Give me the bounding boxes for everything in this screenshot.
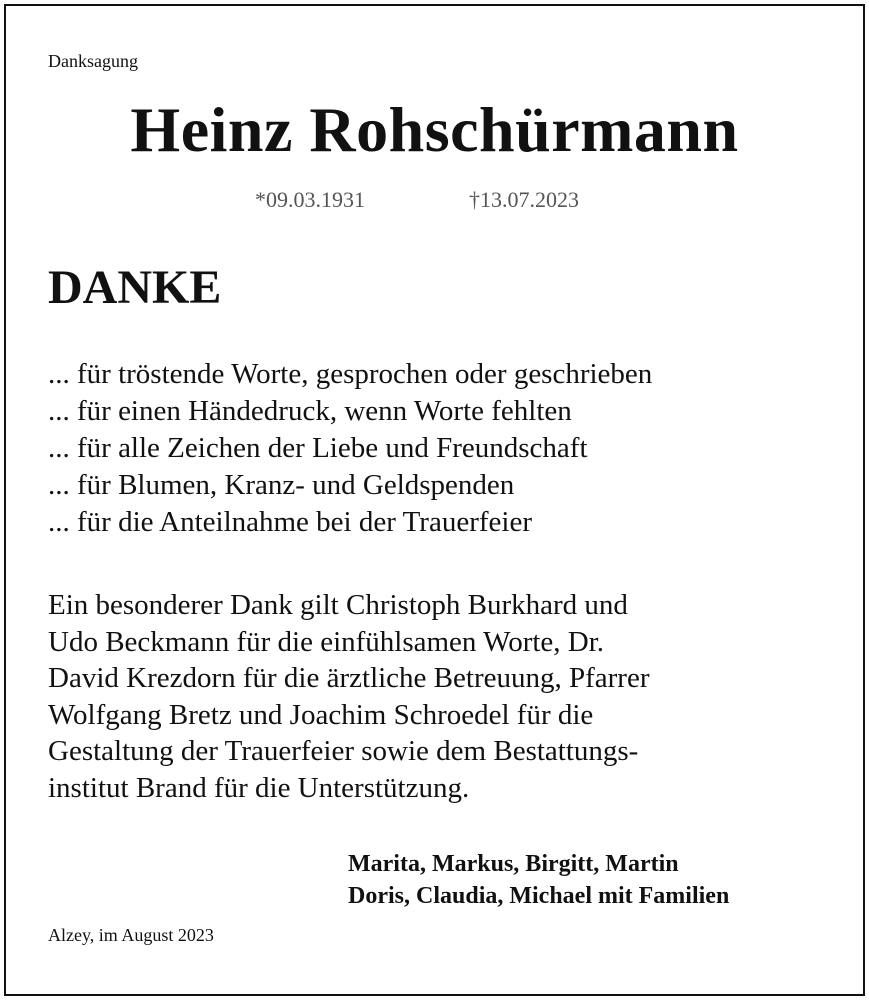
place-and-date: Alzey, im August 2023: [48, 925, 214, 945]
paragraph-line: Ein besonderer Dank gilt Christoph Burkhard und: [48, 589, 628, 621]
notice-type-label: Danksagung: [48, 51, 138, 71]
paragraph-line: Wolfgang Bretz und Joachim Schroedel für die: [48, 698, 594, 731]
thanks-item: ... für Blumen, Kranz- und Geldspenden: [48, 469, 515, 501]
family-signature: [348, 848, 729, 912]
paragraph-line: institut Brand für die Unterstützung.: [48, 771, 470, 804]
signature-line: Marita, Markus, Birgitt, Martin: [348, 851, 679, 877]
special-thanks-paragraph: [48, 587, 838, 806]
thanks-item: ... für die Anteilnahme bei der Trauerfeier: [48, 506, 532, 538]
thanks-heading: DANKE: [48, 261, 222, 314]
thanks-item: ... für einen Händedruck, wenn Worte fehlten: [48, 395, 572, 427]
paragraph-line: Gestaltung der Trauerfeier sowie dem Bestattungs-: [48, 735, 639, 767]
thanks-item: ... für alle Zeichen der Liebe und Freundschaft: [48, 432, 588, 464]
paragraph-line: David Krezdorn für die ärztliche Betreuung, Pfarrer: [48, 662, 650, 694]
signature-line: Doris, Claudia, Michael mit Familien: [348, 883, 730, 909]
paragraph-line: Udo Beckmann für die einfühlsamen Worte, Dr.: [48, 625, 605, 658]
birth-date: *09.03.1931: [255, 187, 365, 212]
thanks-item: ... für tröstende Worte, gesprochen oder geschrieben: [48, 358, 653, 390]
death-date: †13.07.2023: [469, 187, 579, 212]
deceased-name: Heinz Rohschürmann: [130, 94, 739, 165]
thanks-list: [48, 356, 652, 541]
